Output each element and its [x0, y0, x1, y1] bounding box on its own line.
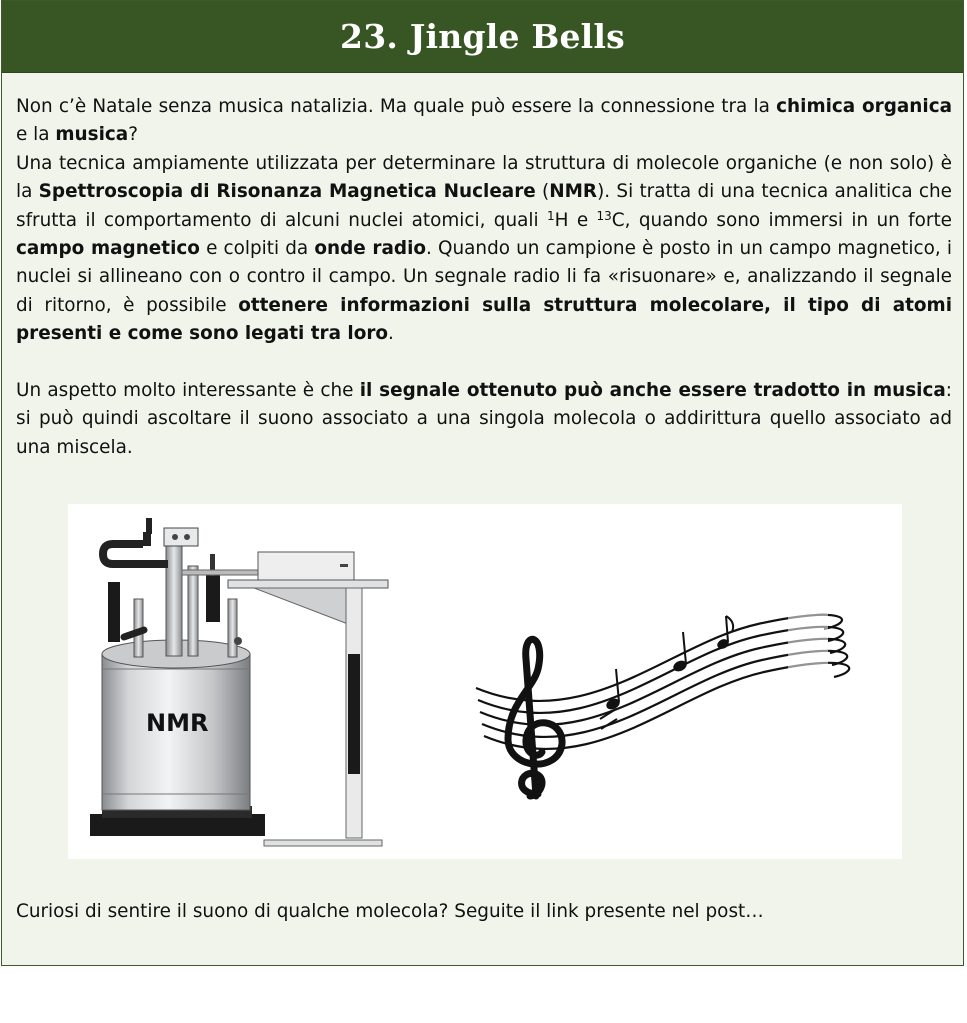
nmr-spectrometer-drawing — [90, 518, 388, 846]
footer-paragraph: Curiosi di sentire il suono di qualche molecola? Seguite il link presente nel post… — [16, 901, 764, 922]
nmr-and-music-illustration — [68, 504, 902, 859]
page-title: 23. Jingle Bells — [340, 17, 625, 56]
bold-span: ottenere informazioni sulla struttura molecolare, il tipo di atomi presenti e come sono legati tra loro — [16, 294, 952, 345]
bold-span: musica — [55, 124, 129, 146]
text-span: Una tecnica ampiamente utilizzata per determinare la struttura di molecole organiche (e non solo) è la — [16, 152, 952, 203]
text-span: . Quando un campione è posto in un campo magnetico, i nuclei si allineano con o contro il campo. Un segnale radio li fa «risuonare» e, analizzando il segnale di ritorno, è possibile — [16, 238, 952, 316]
text-span: H e — [554, 209, 597, 231]
text-span: ). Si tratta di una tecnica analitica che sfrutta il comportamento di alcuni nuclei atomici, quali — [16, 181, 952, 231]
bold-span: campo magnetico — [16, 238, 200, 260]
text-span: e la — [16, 124, 56, 146]
bold-span: chimica organica — [776, 96, 952, 117]
bold-span: onde radio — [314, 238, 427, 260]
text-span: ? — [128, 124, 138, 146]
text-span: C, quando sono immersi in un forte — [611, 209, 952, 231]
nmr-label: NMR — [146, 709, 209, 737]
bold-span: NMR — [549, 181, 598, 203]
text-span: Un aspetto molto interessante è che — [16, 380, 360, 401]
header-bar — [2, 1, 963, 73]
illustration-figure — [68, 504, 902, 859]
text-span: . — [388, 323, 394, 345]
bold-span: Spettroscopia di Risonanza Magnetica Nucleare — [38, 181, 536, 203]
music-staff-drawing — [476, 614, 849, 796]
text-span: Non c’è Natale senza musica natalizia. Ma quale può essere la connessione tra la — [16, 96, 777, 117]
text-span: ( — [535, 181, 550, 203]
intro-paragraph — [16, 93, 952, 349]
superscript: 13 — [596, 208, 612, 223]
text-span: : si può quindi ascoltare il suono associato a una singola molecola o addirittura quello associato ad una miscela. — [16, 380, 952, 458]
bold-span: il segnale ottenuto può anche essere tradotto in musica — [359, 380, 946, 401]
text-span: e colpiti da — [199, 238, 315, 260]
superscript: 1 — [547, 208, 555, 223]
card — [1, 0, 964, 966]
music-paragraph — [16, 377, 952, 462]
